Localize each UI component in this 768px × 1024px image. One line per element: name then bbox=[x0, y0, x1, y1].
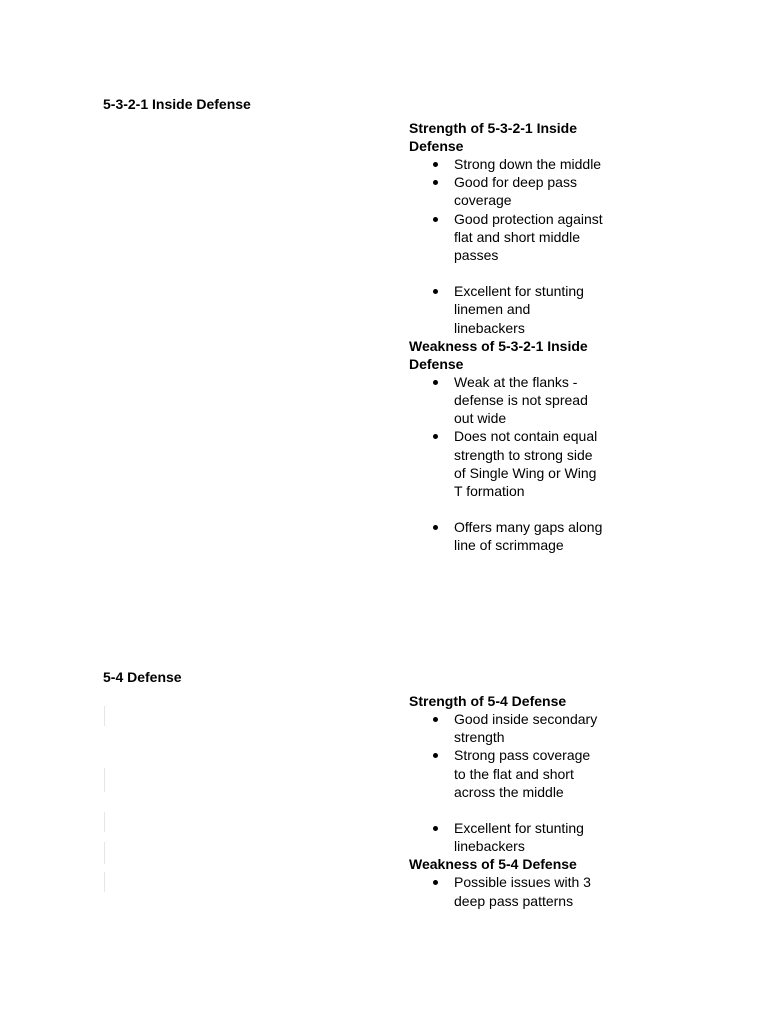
strength-heading: Strength of 5-4 Defense bbox=[409, 693, 567, 709]
bullet-icon bbox=[433, 380, 438, 385]
bullet-icon bbox=[433, 753, 438, 758]
list-item-text: Strong down the middle bbox=[454, 156, 602, 172]
weakness-heading: Weakness of 5-4 Defense bbox=[409, 856, 577, 873]
weakness-list bbox=[409, 373, 609, 555]
faint-margin-mark bbox=[104, 842, 105, 864]
strength-list bbox=[409, 710, 609, 855]
bullet-icon bbox=[433, 826, 438, 831]
bullet-icon bbox=[433, 180, 438, 185]
list-item bbox=[409, 710, 604, 746]
list-item bbox=[409, 427, 604, 500]
list-item-text: Good inside secondary strength bbox=[454, 711, 598, 746]
bullet-icon bbox=[433, 880, 438, 885]
list-item-text: Strong pass coverage to the flat and short across the middle bbox=[454, 747, 591, 800]
section-5-3-2-1-notes bbox=[409, 119, 609, 555]
strength-list bbox=[409, 155, 609, 337]
list-item bbox=[409, 282, 604, 337]
bullet-icon bbox=[433, 162, 438, 167]
bullet-icon bbox=[433, 289, 438, 294]
strength-heading: Strength of 5-3-2-1 Inside Defense bbox=[409, 120, 578, 154]
list-item bbox=[409, 373, 604, 428]
list-item bbox=[409, 873, 604, 909]
bullet-icon bbox=[433, 717, 438, 722]
list-item-text: Good protection against flat and short middle passes bbox=[454, 210, 603, 264]
list-item-text: Excellent for stunting linemen and linebackers bbox=[454, 283, 584, 336]
list-item bbox=[409, 518, 604, 554]
list-item bbox=[409, 173, 604, 209]
list-item bbox=[409, 819, 604, 855]
weakness-heading: Weakness of 5-3-2-1 Inside Defense bbox=[409, 337, 588, 372]
bullet-icon bbox=[433, 434, 438, 439]
faint-margin-mark bbox=[104, 872, 105, 892]
list-item-text: Offers many gaps along line of scrimmage bbox=[454, 519, 603, 554]
list-item-text: Good for deep pass coverage bbox=[454, 174, 577, 209]
weakness-list bbox=[409, 873, 609, 909]
list-item bbox=[409, 210, 604, 265]
list-item-text: Possible issues with 3 deep pass patterns bbox=[454, 874, 591, 909]
section-title-5-4: 5-4 Defense bbox=[103, 669, 182, 685]
list-item bbox=[409, 746, 604, 801]
bullet-icon bbox=[433, 525, 438, 530]
faint-margin-mark bbox=[104, 812, 105, 832]
list-item-text: Excellent for stunting linebackers bbox=[454, 820, 584, 855]
list-item-text: Weak at the flanks - defense is not spread out wide bbox=[454, 373, 588, 427]
faint-margin-mark bbox=[104, 768, 105, 792]
section-5-4-notes bbox=[409, 692, 609, 910]
faint-margin-mark bbox=[104, 706, 105, 726]
list-item bbox=[409, 155, 604, 173]
section-title-5-3-2-1: 5-3-2-1 Inside Defense bbox=[103, 96, 251, 112]
bullet-icon bbox=[433, 217, 438, 222]
list-item-text: Does not contain equal strength to strong side of Single Wing or Wing T formation bbox=[454, 428, 598, 500]
